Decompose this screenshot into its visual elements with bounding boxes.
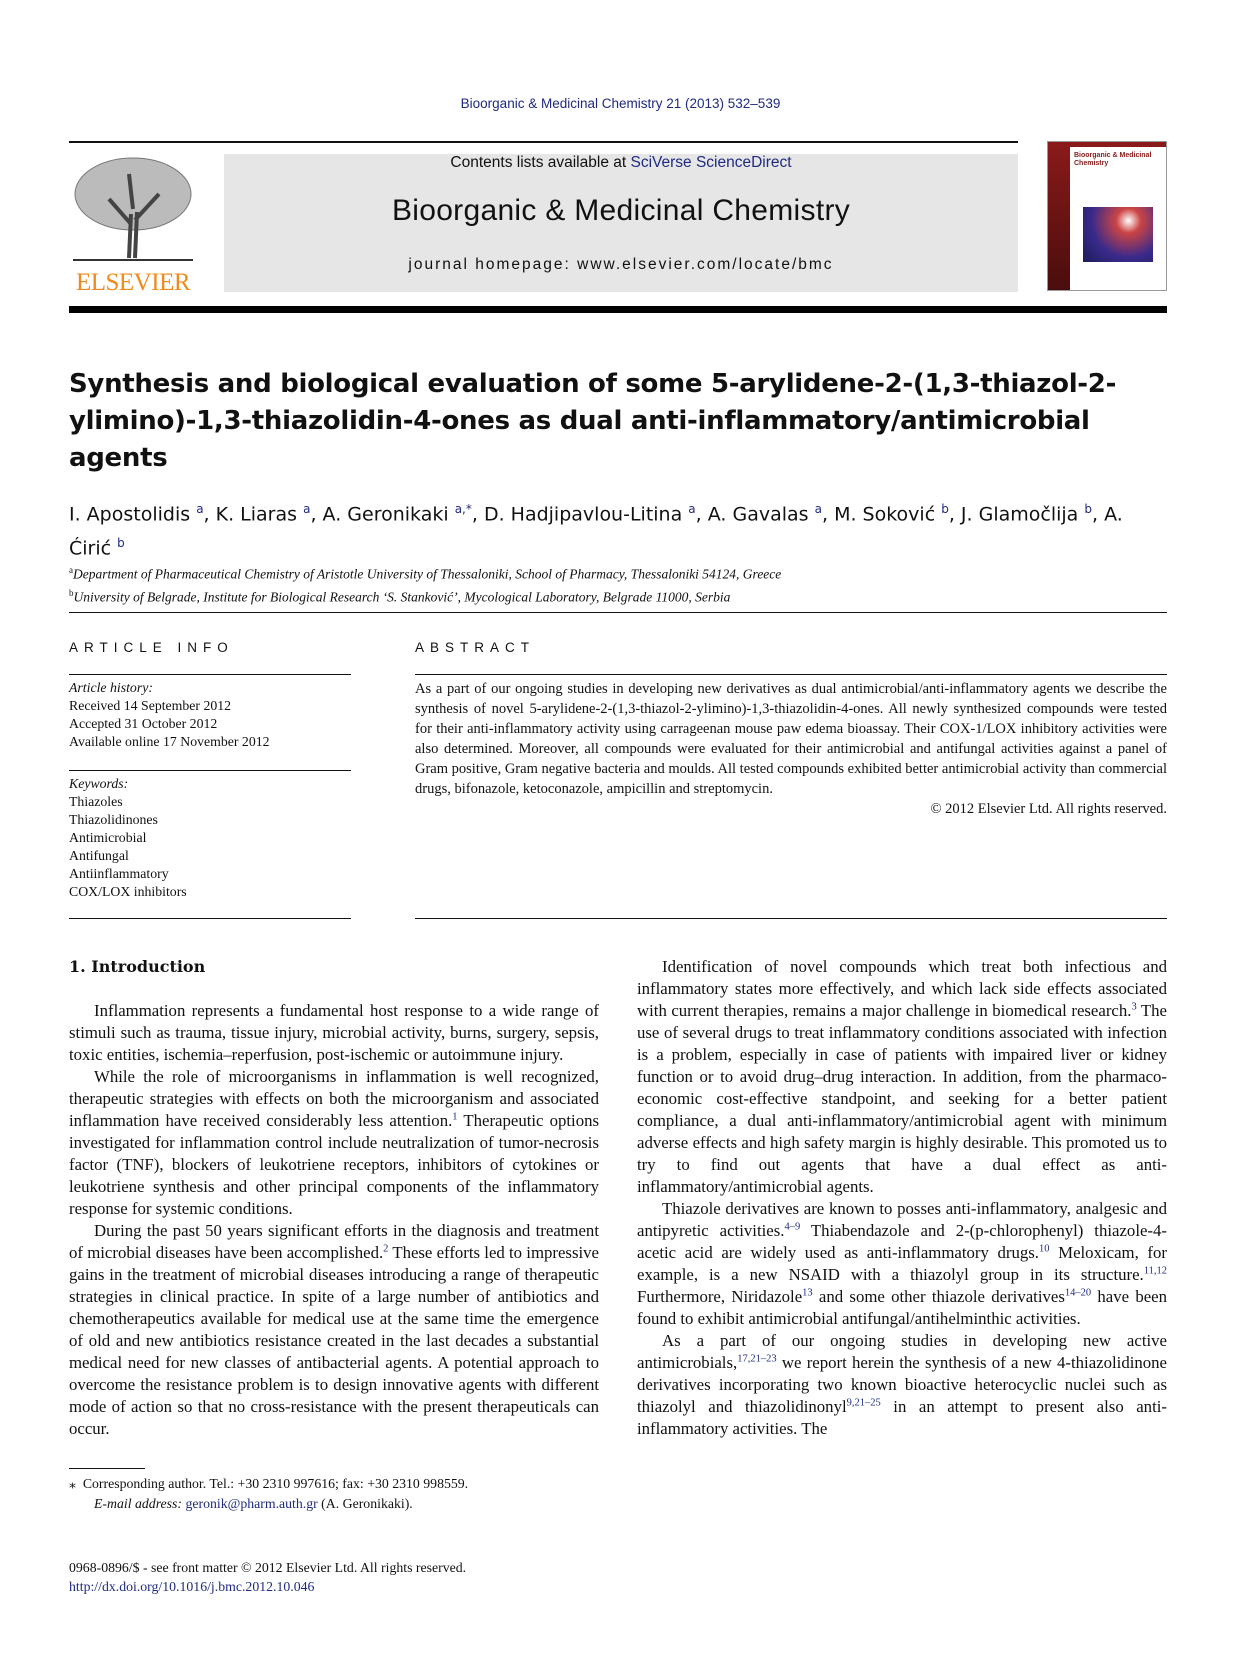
contents-line	[224, 154, 1018, 172]
contents-prefix: Contents lists available at	[450, 154, 631, 171]
citation-ref[interactable]: 9,21–25	[846, 1397, 881, 1409]
author-affiliation-mark[interactable]: a	[196, 502, 204, 516]
front-matter	[69, 1558, 599, 1596]
divider	[69, 918, 351, 919]
author-affiliation-mark[interactable]: b	[941, 502, 949, 516]
paragraph-text: Identification of novel compounds which treat both infectious and inflammatory states more effectively, and which lack side effects associated with current therapies, remains a major challenge in biomedical research.	[637, 957, 1167, 1020]
article-info-heading: ARTICLE INFO	[69, 640, 234, 655]
keyword: COX/LOX inhibitors	[69, 884, 187, 899]
author: D. Hadjipavlou-Litina	[483, 503, 683, 526]
email-suffix: (A. Geronikaki).	[321, 1496, 413, 1511]
keyword: Thiazolidinones	[69, 812, 158, 827]
affiliation-mark: b	[69, 588, 74, 598]
author-affiliation-mark[interactable]: b	[1084, 502, 1092, 516]
article-history	[69, 679, 351, 751]
abstract	[415, 679, 1167, 819]
email-label: E-mail address:	[94, 1496, 183, 1511]
journal-homepage[interactable]: journal homepage: www.elsevier.com/locate/bmc	[408, 256, 834, 273]
author: A. Geronikaki	[322, 503, 449, 526]
history-received: Received 14 September 2012	[69, 698, 232, 713]
paragraph-text: and some other thiazole derivatives	[812, 1287, 1065, 1306]
journal-title: Bioorganic & Medicinal Chemistry	[391, 194, 851, 227]
abstract-heading: ABSTRACT	[415, 640, 536, 655]
journal-citation[interactable]: Bioorganic & Medicinal Chemistry 21 (2013) 532–539	[460, 96, 781, 111]
citation-ref[interactable]: 11,12	[1143, 1265, 1167, 1277]
divider	[415, 674, 1167, 675]
citation-ref[interactable]: 13	[802, 1287, 813, 1299]
footnote	[69, 1474, 599, 1514]
keyword: Antiinflammatory	[69, 866, 169, 881]
tree-logo-icon	[69, 154, 197, 264]
keyword: Antimicrobial	[69, 830, 147, 845]
elsevier-logo	[69, 154, 197, 294]
body-column-right	[637, 956, 1167, 1440]
keywords-label: Keywords:	[69, 776, 129, 791]
divider	[69, 674, 351, 675]
paragraph-text: have been found to exhibit antimicrobial antifungal/antihelminthic activities.	[637, 1287, 1167, 1328]
abstract-copyright: © 2012 Elsevier Ltd. All rights reserved.	[930, 801, 1167, 817]
author: I. Apostolidis	[69, 503, 191, 526]
citation-ref[interactable]: 1	[452, 1111, 458, 1123]
issn-line: 0968-0896/$ - see front matter © 2012 Elsevier Ltd. All rights reserved.	[69, 1560, 467, 1575]
sciencedirect-link[interactable]: SciVerse ScienceDirect	[630, 154, 792, 171]
divider	[69, 612, 1167, 613]
article-title: Synthesis and biological evaluation of some 5-arylidene-2-(1,3-thiazol-2-ylimino)-1,3-thiazolidin-4-ones as dual anti-inflammatory/antimicrobial agents	[69, 369, 1117, 473]
paragraph-text: Thiazole derivatives are known to posses anti-inflammatory, analgesic and antipyretic activities.	[637, 1199, 1167, 1240]
body-paragraph	[69, 1000, 599, 1066]
paragraph-text: The use of several drugs to treat inflammatory conditions associated with infection is a problem, especially in case of patients with impaired liver or kidney function or to avoid drug–drug interaction. In addition, from the pharmaco-economic cost-effective standpoint, and seeking for a better patient compliance, a dual anti-inflammatory/antimicrobial agent with minimum adverse effects and high safety margin is highly desirable. This promoted us to try to find out agents that have a dual effect as anti-inflammatory/antimicrobial agents.	[637, 1001, 1168, 1196]
author-affiliation-mark[interactable]: a	[814, 502, 822, 516]
body-paragraph	[69, 1220, 599, 1440]
history-accepted: Accepted 31 October 2012	[69, 716, 218, 731]
paragraph-text: Inflammation represents a fundamental host response to a wide range of stimuli such as trauma, tissue injury, microbial activity, burns, surgery, sepsis, toxic entities, ischemia–reperfusion, post-ischemic or autoimmune injury.	[69, 1001, 599, 1064]
section-heading: 1. Introduction	[69, 957, 206, 976]
author: K. Liaras	[215, 503, 298, 526]
doi-link[interactable]: http://dx.doi.org/10.1016/j.bmc.2012.10.046	[69, 1579, 315, 1594]
footnote-mark: ⁎	[69, 1476, 76, 1491]
citation-ref[interactable]: 2	[383, 1243, 389, 1255]
keyword: Thiazoles	[69, 794, 123, 809]
paragraph-text: Furthermore, Niridazole	[637, 1287, 803, 1306]
history-label: Article history:	[69, 680, 153, 695]
author: M. Soković	[834, 503, 936, 526]
email-link[interactable]: geronik@pharm.auth.gr	[185, 1496, 318, 1511]
body-paragraph	[637, 1198, 1167, 1330]
footnote-text: Corresponding author. Tel.: +30 2310 997616; fax: +30 2310 998559.	[82, 1476, 469, 1491]
author: J. Glamočlija	[960, 503, 1079, 526]
author-list: I. Apostolidis $^a$, K. Liaras $^a$, A. Geronikaki $^{a,*}$, D. Hadjipavlou-Litina $^a$, A. Gavalas $^a$, M. Soković $^b$, J. Glamočlija $^b$, A. Ćirić $^b$	[69, 502, 1123, 560]
body-column-left	[69, 956, 599, 1440]
divider	[415, 918, 1167, 919]
history-online: Available online 17 November 2012	[69, 734, 270, 749]
journal-cover-image	[1047, 141, 1167, 291]
keywords	[69, 775, 351, 901]
paragraph-text: Therapeutic options investigated for inflammation control include neutralization of tumor-necrosis factor (TNF), blockers of leukotriene receptors, inhibitors of cytokines or leukotriene synthesis and other principal components of the inflammatory response for systemic conditions.	[69, 1111, 600, 1218]
author-affiliation-mark[interactable]: a	[688, 502, 696, 516]
elsevier-wordmark: ELSEVIER	[75, 269, 191, 296]
affiliations	[69, 561, 1167, 607]
affiliation	[69, 561, 1167, 584]
author-affiliation-mark[interactable]: a,*	[454, 502, 472, 516]
paragraph-text: While the role of microorganisms in inflammation is well recognized, therapeutic strategies with effects on both the microorganism and associated inflammation have received considerably less attention.	[69, 1067, 599, 1130]
paragraph-text: These efforts led to impressive gains in the treatment of microbial diseases introducing a range of therapeutic strategies in clinical practice. In spite of a large number of antibiotics and chemotherapeutics available for medical use at the same time the emergence of old and new antibiotics resistance created in the last decades a substantial medical need for new classes of antibacterial agents. A potential approach to overcome the resistance problem is to design innovative agents with different mode of action so that no cross-resistance with the present therapeuticals can occur.	[69, 1243, 599, 1438]
citation-ref[interactable]: 3	[1131, 1001, 1137, 1013]
affiliation-mark: a	[69, 565, 73, 575]
paragraph-text: As a part of our ongoing studies in developing new active antimicrobials,	[637, 1331, 1167, 1372]
affiliation-text: University of Belgrade, Institute for Biological Research ‘S. Stanković’, Mycological Laboratory, Belgrade 11000, Serbia	[73, 589, 731, 605]
abstract-text: As a part of our ongoing studies in developing new derivatives as dual antimicrobial/anti-inflammatory agents we describe the synthesis of novel 5-arylidene-2-(1,3-thiazol-2-ylimino)-1,3-thiazolidin-4-ones. All newly synthesized compounds were tested for their anti-inflammatory activity using carrageenan mouse paw edema bioassay. Their COX-1/LOX inhibitory activities were also determined. Moreover, all compounds were evaluated for their antimicrobial and antifungal activities against a panel of Gram positive, Gram negative bacteria and moulds. All tested compounds exhibited better antimicrobial activity than commercial drugs, bifonazole, ketoconazole, ampicillin and streptomycin.	[415, 681, 1167, 797]
divider-thick	[69, 306, 1167, 313]
journal-banner	[224, 154, 1018, 292]
affiliation-text: Department of Pharmaceutical Chemistry of Aristotle University of Thessaloniki, School of Pharmacy, Thessaloniki 54124, Greece	[73, 566, 782, 582]
author: A. Gavalas	[707, 503, 809, 526]
author-affiliation-mark[interactable]: a	[303, 502, 311, 516]
citation-ref[interactable]: 10	[1039, 1243, 1050, 1255]
paragraph-text: During the past 50 years significant efforts in the diagnosis and treatment of microbial diseases have been accomplished.	[69, 1221, 599, 1262]
cover-title: Bioorganic & Medicinal Chemistry	[1074, 152, 1152, 167]
citation-ref[interactable]: 17,21–23	[737, 1353, 777, 1365]
divider	[69, 141, 1018, 143]
body-paragraph	[637, 956, 1167, 1198]
footnote-divider	[69, 1468, 145, 1469]
paragraph-text: in an attempt to present also anti-inflammatory activities. The	[637, 1397, 1167, 1438]
author-affiliation-mark[interactable]: b	[117, 536, 125, 551]
affiliation	[69, 584, 1167, 607]
author: A. Ćirić	[69, 503, 1123, 560]
paragraph-text: we report herein the synthesis of a new 4-thiazolidinone derivatives incorporating two known bioactive heterocyclic nuclei such as thiazolyl and thiazolidinonyl	[637, 1353, 1167, 1416]
citation-ref[interactable]: 4–9	[784, 1221, 801, 1233]
citation-ref[interactable]: 14–20	[1064, 1287, 1092, 1299]
body-paragraph	[637, 1330, 1167, 1440]
paragraph-text: Meloxicam, for example, is a new NSAID with a thiazolyl group in its structure.	[637, 1243, 1167, 1284]
keyword: Antifungal	[69, 848, 129, 863]
divider	[69, 770, 351, 771]
paragraph-text: Thiabendazole and 2-(p-chlorophenyl) thiazole-4-acetic acid are widely used as anti-inflammatory drugs.	[637, 1221, 1167, 1262]
body-paragraph	[69, 1066, 599, 1220]
